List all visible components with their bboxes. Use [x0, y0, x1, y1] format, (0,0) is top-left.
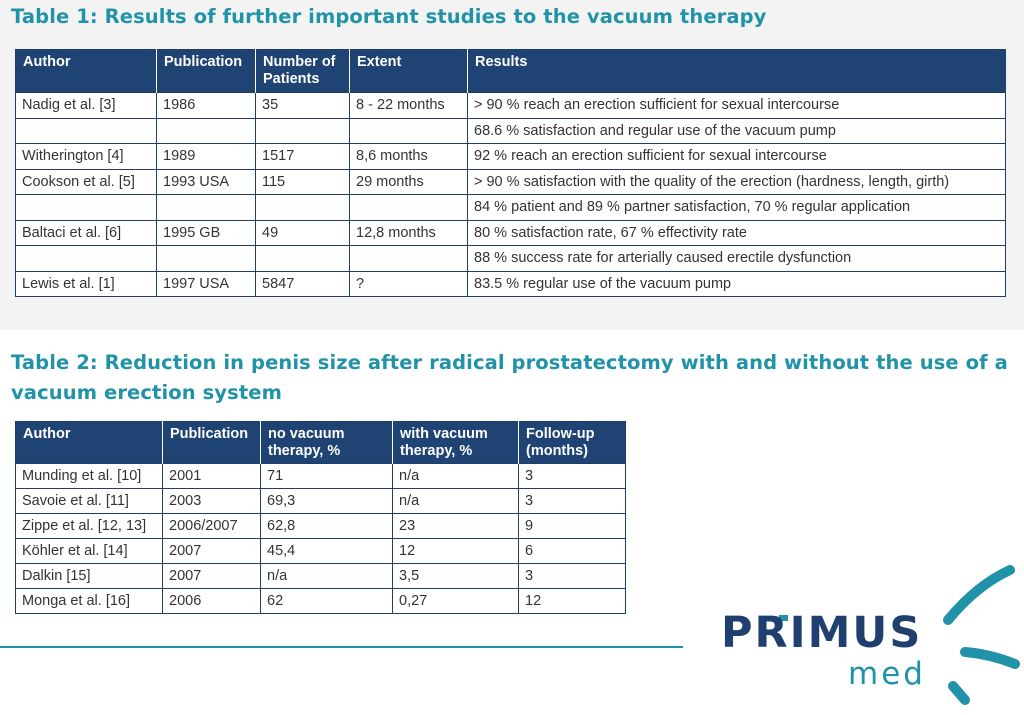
table1-cell: Baltaci et al. [6] — [16, 220, 157, 246]
table1-cell: 115 — [256, 169, 350, 195]
table1-cell — [350, 195, 468, 221]
table1-cell: 8 - 22 months — [350, 93, 468, 119]
table2-cell: 62 — [261, 589, 393, 614]
table2-row — [16, 489, 626, 514]
table2-cell: 3 — [519, 489, 626, 514]
table1-cell — [16, 118, 157, 144]
table2-header-author: Author — [16, 422, 163, 464]
table1-cell: > 90 % satisfaction with the quality of the erection (hardness, length, girth) — [468, 169, 1006, 195]
table2-cell: 2007 — [163, 564, 261, 589]
table1-row — [16, 144, 1006, 170]
table2-row — [16, 539, 626, 564]
table2 — [15, 421, 626, 614]
table1-row — [16, 169, 1006, 195]
table2-header-no-vacuum: no vacuum therapy, % — [261, 422, 393, 464]
table2-cell: n/a — [393, 464, 519, 489]
table2-cell: 45,4 — [261, 539, 393, 564]
table1-cell — [157, 246, 256, 272]
table1-cell: 88 % success rate for arterially caused erectile dysfunction — [468, 246, 1006, 272]
table1-row — [16, 118, 1006, 144]
table1-cell: 8,6 months — [350, 144, 468, 170]
table1-header-author: Author — [16, 50, 157, 93]
logo-med-text: med — [848, 656, 926, 692]
table2-cell: Dalkin [15] — [16, 564, 163, 589]
table1-header-results: Results — [468, 50, 1006, 93]
table2-cell: 2006/2007 — [163, 514, 261, 539]
table1-cell — [16, 246, 157, 272]
table2-title: Table 2: Reduction in penis size after radical prostatectomy with and without the use of a vacuum erection system — [11, 351, 1008, 404]
table1-row — [16, 220, 1006, 246]
logo-primus-text: PRIMUS — [721, 608, 923, 658]
table1-cell: 1986 — [157, 93, 256, 119]
table1-cell: 1995 GB — [157, 220, 256, 246]
table1-cell — [350, 118, 468, 144]
table1-cell: 49 — [256, 220, 350, 246]
table2-row — [16, 464, 626, 489]
table1-cell — [16, 195, 157, 221]
table2-cell: 2006 — [163, 589, 261, 614]
table1-cell: 92 % reach an erection sufficient for sexual intercourse — [468, 144, 1006, 170]
table2-cell: 12 — [393, 539, 519, 564]
table1-cell: 12,8 months — [350, 220, 468, 246]
table1-cell: 5847 — [256, 271, 350, 297]
table2-cell: 2001 — [163, 464, 261, 489]
table1-cell — [157, 118, 256, 144]
table1-cell: 29 months — [350, 169, 468, 195]
table2-cell: 2007 — [163, 539, 261, 564]
table1-row — [16, 271, 1006, 297]
table2-row — [16, 514, 626, 539]
table1-cell: ? — [350, 271, 468, 297]
table2-cell: 69,3 — [261, 489, 393, 514]
table1-row — [16, 195, 1006, 221]
table2-cell: 0,27 — [393, 589, 519, 614]
table2-cell: 2003 — [163, 489, 261, 514]
table1-row — [16, 246, 1006, 272]
table1-header-row — [16, 50, 1006, 93]
table2-cell: 71 — [261, 464, 393, 489]
table1-header-publication: Publication — [157, 50, 256, 93]
table1-cell: 68.6 % satisfaction and regular use of the vacuum pump — [468, 118, 1006, 144]
table2-header-publication: Publication — [163, 422, 261, 464]
table1-cell: 80 % satisfaction rate, 67 % effectivity rate — [468, 220, 1006, 246]
table1-cell — [256, 118, 350, 144]
table2-row — [16, 589, 626, 614]
table1-title: Table 1: Results of further important studies to the vacuum therapy — [11, 5, 767, 28]
table2-cell: Monga et al. [16] — [16, 589, 163, 614]
table2-header-row — [16, 422, 626, 464]
table2-cell: Zippe et al. [12, 13] — [16, 514, 163, 539]
table2-cell: 3 — [519, 564, 626, 589]
table2-header-follow-up: Follow-up (months) — [519, 422, 626, 464]
table1-cell: Nadig et al. [3] — [16, 93, 157, 119]
table1-header-patients: Number of Patients — [256, 50, 350, 93]
table1-cell — [157, 195, 256, 221]
table1-cell: 1993 USA — [157, 169, 256, 195]
table1-cell — [256, 195, 350, 221]
footer-divider — [0, 646, 683, 648]
table2-row — [16, 564, 626, 589]
table1-cell: Lewis et al. [1] — [16, 271, 157, 297]
table2-cell: Köhler et al. [14] — [16, 539, 163, 564]
table2-cell: 3 — [519, 464, 626, 489]
table2-cell: Savoie et al. [11] — [16, 489, 163, 514]
table1-header-extent: Extent — [350, 50, 468, 93]
table1 — [15, 49, 1006, 297]
table2-cell: n/a — [261, 564, 393, 589]
table1-cell: 1517 — [256, 144, 350, 170]
primus-med-logo — [715, 560, 1020, 710]
table1-row — [16, 93, 1006, 119]
table1-cell: 83.5 % regular use of the vacuum pump — [468, 271, 1006, 297]
table2-cell: 6 — [519, 539, 626, 564]
table1-cell: > 90 % reach an erection sufficient for sexual intercourse — [468, 93, 1006, 119]
table1-cell — [350, 246, 468, 272]
table1-cell: Cookson et al. [5] — [16, 169, 157, 195]
table2-cell: 62,8 — [261, 514, 393, 539]
table2-cell: 9 — [519, 514, 626, 539]
table2-cell: 3,5 — [393, 564, 519, 589]
table1-cell: 84 % patient and 89 % partner satisfaction, 70 % regular application — [468, 195, 1006, 221]
table1-cell: 35 — [256, 93, 350, 119]
table2-header-with-vacuum: with vacuum therapy, % — [393, 422, 519, 464]
table1-cell: Witherington [4] — [16, 144, 157, 170]
table1-cell — [256, 246, 350, 272]
table2-cell: 12 — [519, 589, 626, 614]
table2-cell: n/a — [393, 489, 519, 514]
table2-cell: Munding et al. [10] — [16, 464, 163, 489]
table1-cell: 1997 USA — [157, 271, 256, 297]
table2-cell: 23 — [393, 514, 519, 539]
table1-cell: 1989 — [157, 144, 256, 170]
